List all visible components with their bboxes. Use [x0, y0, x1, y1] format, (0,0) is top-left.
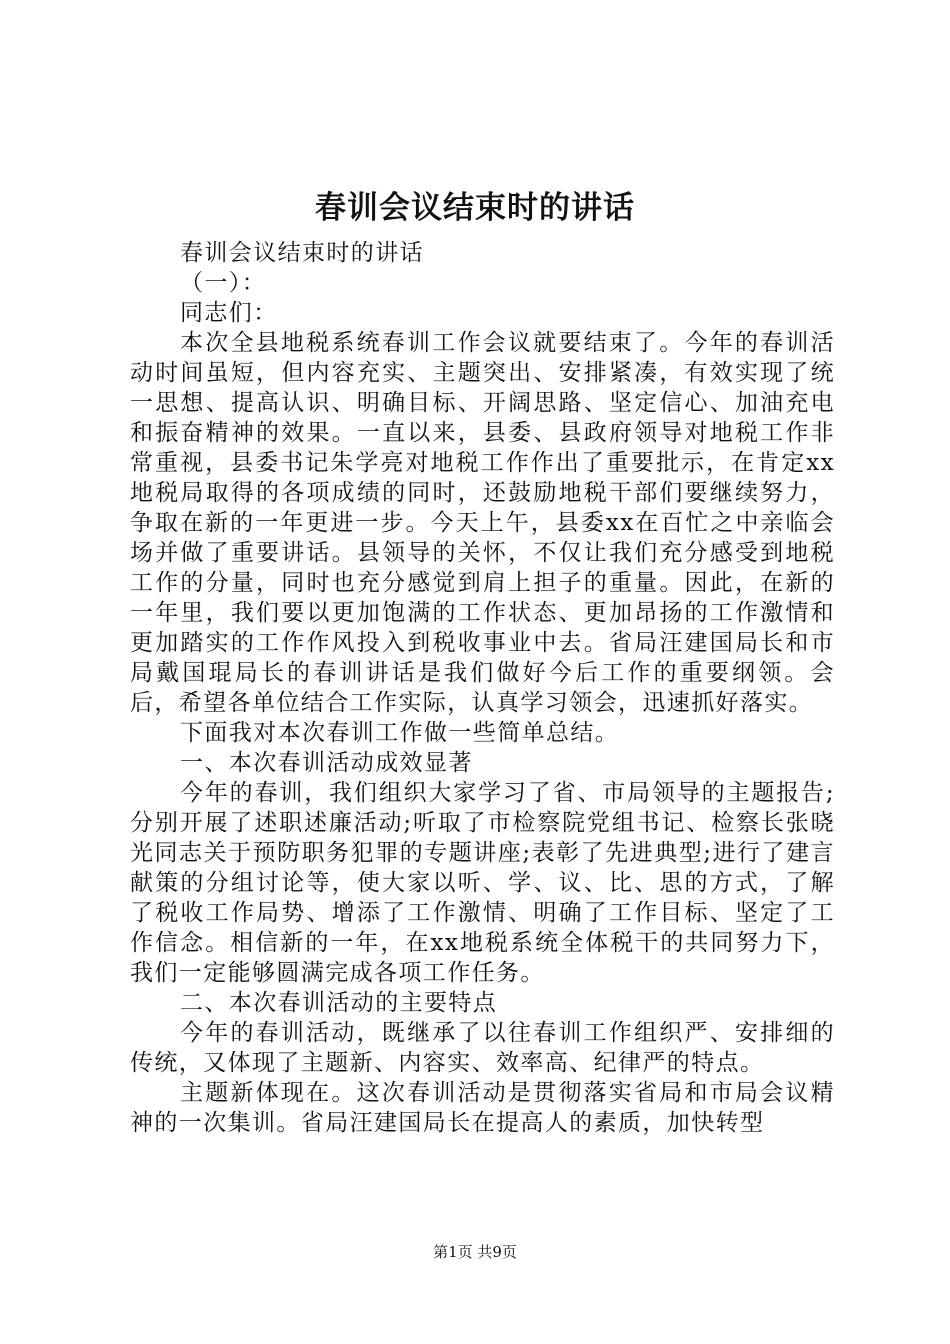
body-paragraph: 本次全县地税系统春训工作会议就要结束了。今年的春训活动时间虽短，但内容充实、主题突出、安排紧凑，有效实现了统一思想、提高认识、明确目标、开阔思路、坚定信心、加油充电和振奋精神的效果。一直以来，县委、县政府领导对地税工作非常重视，县委书记朱学亮对地税工作作出了重要批示，在肯定xx地税局取得的各项成绩的同时，还鼓励地税干部们要继续努力，争取在新的一年更进一步。今天上午，县委xx在百忙之中亲临会场并做了重要讲话。县领导的关怀，不仅让我们充分感受到地税工作的分量，同时也充分感觉到肩上担子的重量。因此，在新的一年里，我们要以更加饱满的工作状态、更加昂扬的工作激情和更加踏实的工作作风投入到税收事业中去。省局汪建国局长和市局戴国琨局长的春训讲话是我们做好今后工作的重要纲领。会后，希望各单位结合工作实际，认真学习领会，迅速抓好落实。 [130, 330, 835, 716]
page-number-footer: 第1页 共9页 [433, 1243, 517, 1261]
document-title: 春训会议结束时的讲话 [315, 190, 635, 226]
body-paragraph: 今年的春训，我们组织大家学习了省、市局领导的主题报告;分别开展了述职述廉活动;听取了市检察院党组书记、检察长张晓光同志关于预防职务犯罪的专题讲座;表彰了先进典型;进行了建言献策的分组讨论等，使大家以听、学、议、比、思的方式，了解了税收工作局势、增添了工作激情、明确了工作目标、坚定了工作信念。相信新的一年，在xx地税系统全体税干的共同努力下，我们一定能够圆满完成各项工作任务。 [130, 780, 835, 986]
document-body [130, 238, 835, 1138]
body-paragraph: 主题新体现在。这次春训活动是贯彻落实省局和市局会议精神的一次集训。省局汪建国局长在提高人的素质，加快转型 [130, 1080, 835, 1136]
salutation: 同志们： [180, 300, 278, 326]
body-paragraph: 今年的春训活动，既继承了以往春训工作组织严、安排细的传统，又体现了主题新、内容实、效率高、纪律严的特点。 [130, 1020, 835, 1076]
section-marker: （一）： [180, 270, 267, 296]
section-heading: 一、本次春训活动成效显著 [180, 750, 473, 776]
subtitle-paragraph: 春训会议结束时的讲话 [180, 240, 424, 266]
section-heading: 二、本次春训活动的主要特点 [180, 990, 498, 1016]
body-paragraph: 下面我对本次春训工作做一些简单总结。 [180, 720, 620, 746]
